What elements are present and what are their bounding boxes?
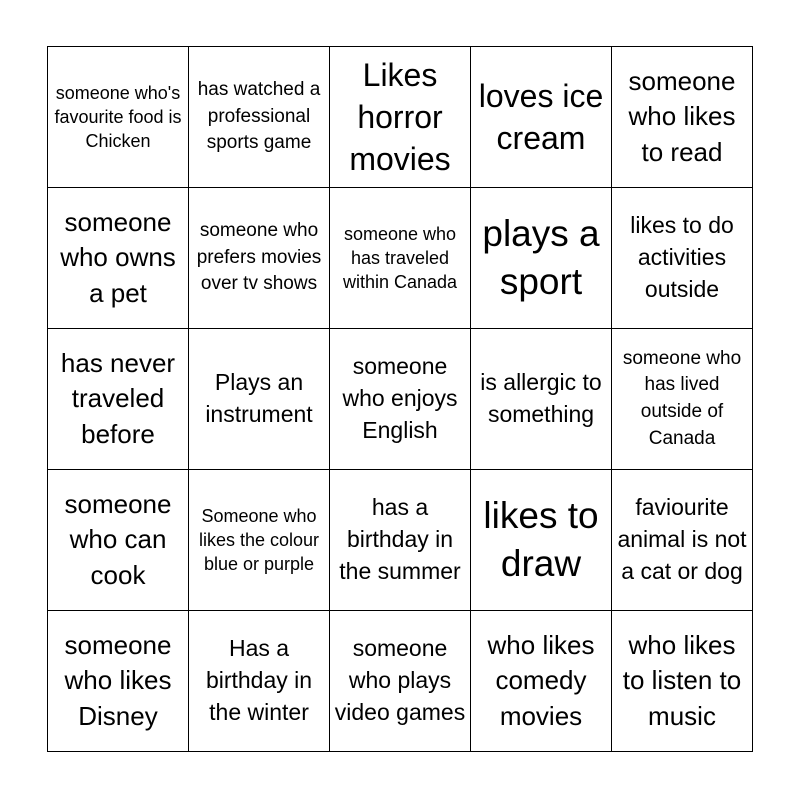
bingo-cell-3-5[interactable] [612, 329, 753, 470]
bingo-board [47, 46, 753, 752]
bingo-cell-text: someone who owns a pet [60, 207, 176, 308]
bingo-cell-text: faviourite animal is not a cat or dog [617, 494, 747, 584]
bingo-cell-3-1[interactable] [48, 329, 189, 470]
bingo-cell-text: is allergic to something [480, 369, 602, 427]
bingo-cell-1-3[interactable] [330, 47, 471, 188]
bingo-cell-5-3[interactable] [330, 611, 471, 752]
bingo-cell-text: Plays an instrument [205, 369, 313, 427]
bingo-cell-2-3[interactable] [330, 188, 471, 329]
bingo-cell-text: plays a sport [482, 212, 600, 302]
bingo-cell-text: Likes horror movies [349, 56, 451, 178]
bingo-cell-2-2[interactable] [189, 188, 330, 329]
bingo-cell-text: loves ice cream [478, 77, 604, 156]
bingo-cell-4-4[interactable] [471, 470, 612, 611]
bingo-cell-4-1[interactable] [48, 470, 189, 611]
bingo-cell-text: has a birthday in the summer [339, 494, 461, 584]
bingo-cell-1-2[interactable] [189, 47, 330, 188]
bingo-cell-1-4[interactable] [471, 47, 612, 188]
bingo-cell-4-3[interactable] [330, 470, 471, 611]
bingo-cell-text: someone who plays video games [334, 635, 466, 725]
bingo-cell-text: someone who has lived outside of Canada [622, 347, 742, 449]
bingo-cell-1-1[interactable] [48, 47, 189, 188]
bingo-cell-text: has never traveled before [60, 348, 176, 449]
bingo-cell-3-2[interactable] [189, 329, 330, 470]
bingo-cell-5-2[interactable] [189, 611, 330, 752]
bingo-cell-2-5[interactable] [612, 188, 753, 329]
bingo-cell-text: likes to draw [483, 494, 599, 584]
bingo-cell-text: someone who has traveled within Canada [342, 223, 458, 293]
bingo-cell-text: someone who's favourite food is Chicken [54, 82, 182, 152]
bingo-cell-text: someone who can cook [64, 489, 172, 590]
bingo-cell-text: someone who likes Disney [64, 630, 172, 731]
bingo-cell-5-5[interactable] [612, 611, 753, 752]
bingo-cell-text: likes to do activities outside [630, 212, 734, 302]
bingo-cell-3-3[interactable] [330, 329, 471, 470]
bingo-cell-text: who likes comedy movies [487, 630, 595, 731]
bingo-cell-3-4[interactable] [471, 329, 612, 470]
bingo-cell-text: someone who prefers movies over tv shows [196, 220, 322, 295]
bingo-cell-text: someone who enjoys English [342, 353, 458, 443]
bingo-cell-text: who likes to listen to music [622, 630, 742, 731]
bingo-cell-1-5[interactable] [612, 47, 753, 188]
bingo-cell-2-4[interactable] [471, 188, 612, 329]
bingo-cell-text: someone who likes to read [628, 66, 736, 167]
bingo-cell-text: Someone who likes the colour blue or purple [198, 505, 320, 575]
bingo-cell-5-4[interactable] [471, 611, 612, 752]
bingo-cell-2-1[interactable] [48, 188, 189, 329]
bingo-cell-5-1[interactable] [48, 611, 189, 752]
bingo-cell-text: Has a birthday in the winter [205, 635, 313, 725]
bingo-cell-4-5[interactable] [612, 470, 753, 611]
bingo-cell-4-2[interactable] [189, 470, 330, 611]
bingo-cell-text: has watched a professional sports game [197, 79, 321, 154]
